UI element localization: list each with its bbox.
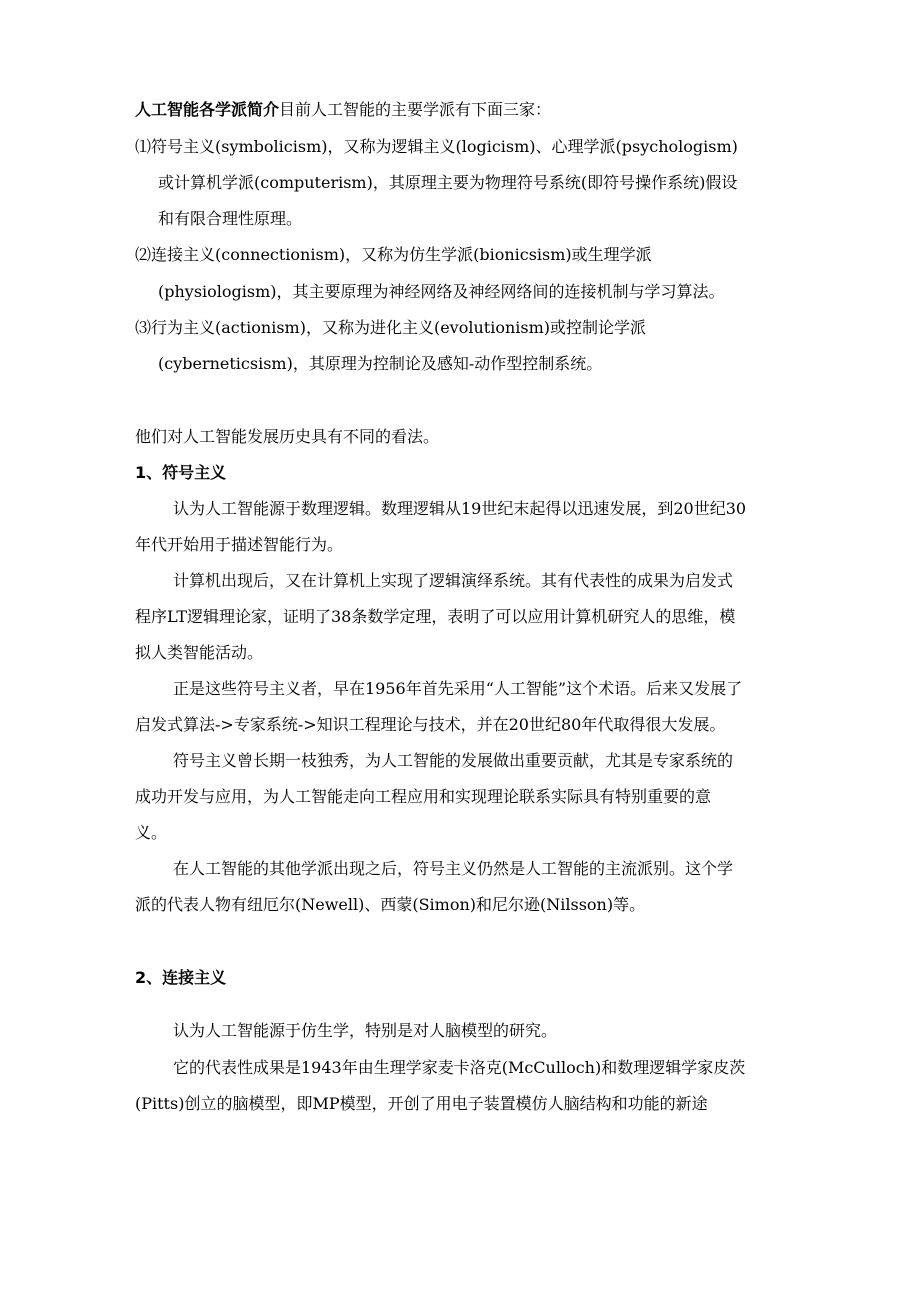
item3-line1: ⑶行为主义(actionism)，又称为进化主义(evolutionism)或控制论学派: [135, 318, 647, 337]
s1-p5-line2: 派的代表人物有纽厄尔(Newell)、西蒙(Simon)和尼尔逊(Nilsson)等。: [135, 895, 646, 914]
s1-p2-line2: 程序LT逻辑理论家，证明了38条数学定理，表明了可以应用计算机研究人的思维，模: [135, 607, 736, 626]
s1-p2-line3: 拟人类智能活动。: [135, 643, 264, 662]
s1-p1-line1: 认为人工智能源于数理逻辑。数理逻辑从19世纪末起得以迅速发展，到20世纪30: [173, 499, 747, 518]
s1-p1-line2: 年代开始用于描述智能行为。: [135, 535, 344, 554]
item2-line1: ⑵连接主义(connectionism)，又称为仿生学派(bionicsism)或生理学派: [135, 245, 652, 264]
views-line: 他们对人工智能发展历史具有不同的看法。: [135, 427, 440, 446]
s2-p1-line1: 认为人工智能源于仿生学，特别是对人脑模型的研究。: [173, 1021, 558, 1040]
item2-line2: (physiologism)，其主要原理为神经网络及神经网络间的连接机制与学习算法。: [158, 282, 725, 301]
s2-p2-line2: (Pitts)创立的脑模型，即MP模型，开创了用电子装置模仿人脑结构和功能的新途: [135, 1094, 708, 1113]
s1-p3-line2: 启发式算法->专家系统->知识工程理论与技术，并在20世纪80年代取得很大发展。: [135, 715, 726, 734]
intro-title-rest: 目前人工智能的主要学派有下面三家：: [279, 100, 552, 119]
intro-title-line: [135, 99, 551, 121]
intro-title-bold: 人工智能各学派简介: [135, 100, 280, 119]
item1-line3: 和有限合理性原理。: [158, 209, 303, 228]
s1-p4-line3: 义。: [135, 823, 168, 842]
item1-line2: 或计算机学派(computerism)，其原理主要为物理符号系统(即符号操作系统)假设: [158, 173, 738, 192]
item1-line1: ⑴符号主义(symbolicism)，又称为逻辑主义(logicism)、心理学派(psychologism): [135, 137, 738, 156]
s1-p3-line1: 正是这些符号主义者，早在1956年首先采用“人工智能”这个术语。后来又发展了: [173, 679, 743, 698]
section2-heading: 2、连接主义: [135, 968, 227, 987]
item3-line2: (cyberneticsism)，其原理为控制论及感知-动作型控制系统。: [158, 354, 603, 373]
s1-p4-line2: 成功开发与应用，为人工智能走向工程应用和实现理论联系实际具有特别重要的意: [135, 787, 712, 806]
s1-p4-line1: 符号主义曾长期一枝独秀，为人工智能的发展做出重要贡献，尤其是专家系统的: [173, 751, 734, 770]
s2-p2-line1: 它的代表性成果是1943年由生理学家麦卡洛克(McCulloch)和数理逻辑学家皮茨: [173, 1058, 746, 1077]
section1-heading: 1、符号主义: [135, 463, 227, 482]
s1-p5-line1: 在人工智能的其他学派出现之后，符号主义仍然是人工智能的主流派别。这个学: [173, 859, 734, 878]
s1-p2-line1: 计算机出现后，又在计算机上实现了逻辑演绎系统。其有代表性的成果为启发式: [173, 571, 734, 590]
